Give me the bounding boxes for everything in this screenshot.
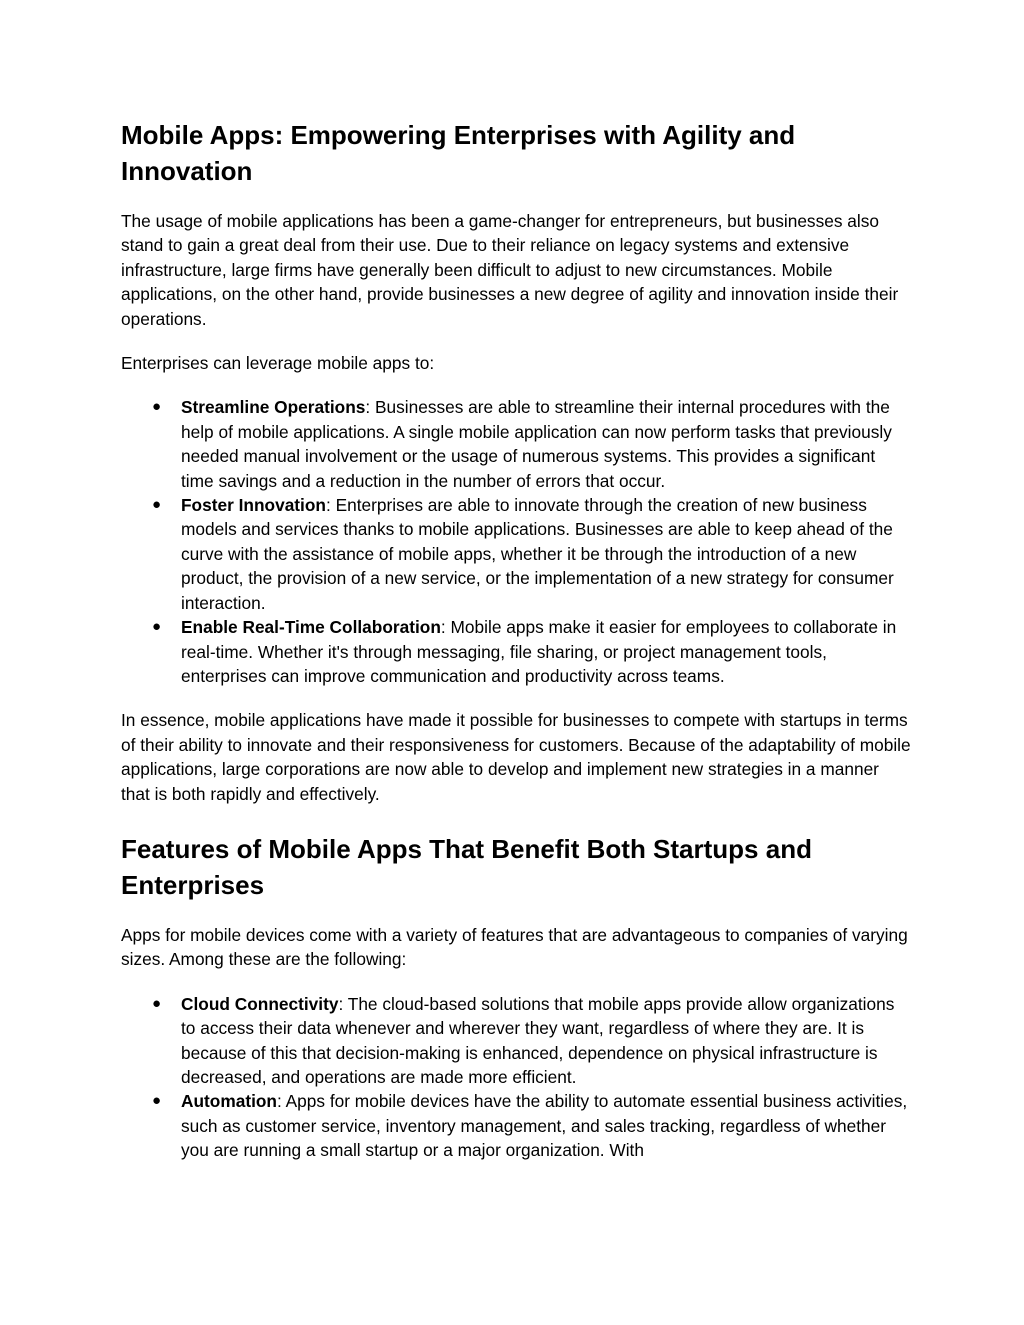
list-item	[121, 992, 911, 1090]
closing-paragraph: In essence, mobile applications have made it possible for businesses to compete with startups in terms of their ability to innovate and their responsiveness for customers. Because of the adaptability of mobile applications, large corporations are now able to develop and implement new strategies in a manner that is both rapidly and effectively.	[121, 710, 911, 804]
bullet-icon: ●	[152, 618, 162, 636]
list-item-text: : Apps for mobile devices have the ability to automate essential business activities, such as customer service, inventory management, and sales tracking, regardless of whether you are running a small startup or a major organization. With	[181, 1091, 908, 1161]
list-item-term: Foster Innovation	[181, 495, 326, 516]
list-item	[121, 1089, 911, 1162]
list-item-text: : Mobile apps make it easier for employees to collaborate in real-time. Whether it's through messaging, file sharing, or project management tools, enterprises can improve communication and productivity across teams.	[181, 617, 897, 686]
list-item-text: : Enterprises are able to innovate through the creation of new business models and services thanks to mobile applications. Businesses are able to keep ahead of the curve with the assistance of mobile apps, whether it be through the introduction of a new product, the provision of a new service, or the implementation of a new strategy for consumer interaction.	[181, 495, 894, 613]
bullet-icon: ●	[152, 994, 162, 1012]
bullet-icon: ●	[152, 1092, 162, 1110]
section-heading-features: Features of Mobile Apps That Benefit Both Startups and Enterprises	[121, 833, 812, 900]
list-item-term: Cloud Connectivity	[181, 993, 339, 1014]
list-item	[121, 395, 911, 493]
features-list	[121, 992, 911, 1163]
bullet-icon: ●	[152, 398, 162, 416]
features-intro-paragraph: Apps for mobile devices come with a variety of features that are advantageous to companies of varying sizes. Among these are the following:	[121, 924, 908, 970]
enterprise-benefits-list	[121, 395, 911, 688]
bullet-icon: ●	[152, 496, 162, 514]
list-item-text: : Businesses are able to streamline their internal procedures with the help of mobile applications. A single mobile application can now perform tasks that previously needed manual involvement or the usage of numerous systems. This provides a significant time savings and a reduction in the number of errors that occur.	[181, 397, 892, 491]
list-lead-paragraph: Enterprises can leverage mobile apps to:	[121, 353, 435, 374]
list-item	[121, 615, 911, 688]
list-item-term: Enable Real-Time Collaboration	[181, 617, 441, 638]
list-item-term: Automation	[181, 1091, 277, 1112]
section-heading-enterprises: Mobile Apps: Empowering Enterprises with Agility and Innovation	[121, 120, 796, 186]
list-item-term: Streamline Operations	[181, 397, 366, 418]
list-item	[121, 493, 911, 615]
list-item-text: : The cloud-based solutions that mobile apps provide allow organizations to access their data whenever and wherever they want, regardless of where they are. It is because of this that decision-making is enhanced, dependence on physical infrastructure is decreased, and operations are made more efficient.	[181, 993, 895, 1087]
document-page	[121, 117, 911, 1163]
intro-paragraph: The usage of mobile applications has been a game-changer for entrepreneurs, but businesses also stand to gain a great deal from their use. Due to their reliance on legacy systems and extensive infrastructure, large firms have generally been difficult to adjust to new circumstances. Mobile applications, on the other hand, provide businesses a new degree of agility and innovation inside their operations.	[121, 211, 899, 329]
